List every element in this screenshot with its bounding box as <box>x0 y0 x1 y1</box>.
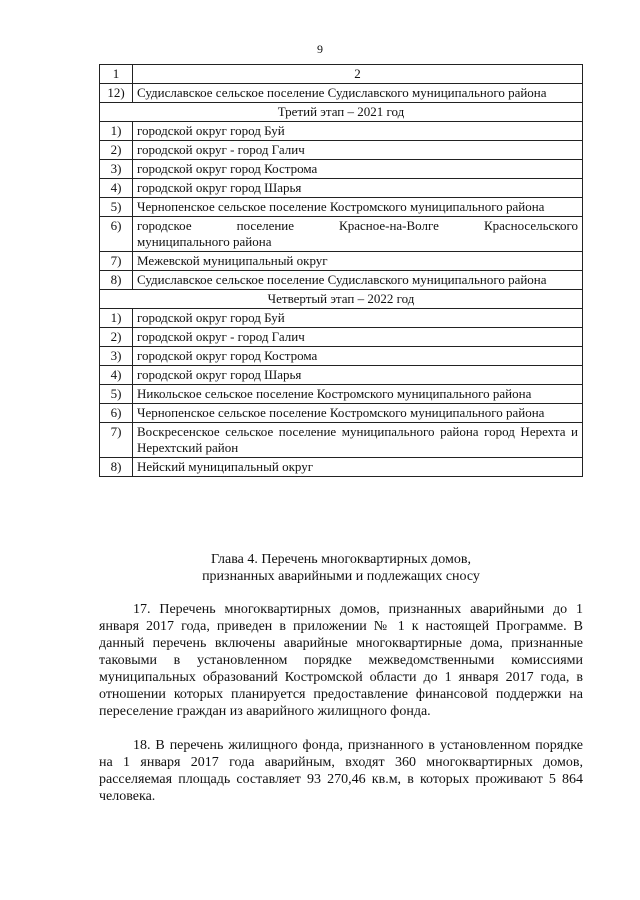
row-text: городской округ город Буй <box>133 309 583 328</box>
row-number: 8) <box>100 271 133 290</box>
row-number: 6) <box>100 217 133 252</box>
row-number: 2) <box>100 328 133 347</box>
paragraph-18: 18. В перечень жилищного фонда, признанного в установленном порядке на 1 января 2017 года аварийным, входят 360 многоквартирных домов, расселяемая площадь составляет 93 270,46 кв.м, в которых проживают 5 864 человека. <box>99 738 583 804</box>
row-text: городской округ - город Галич <box>133 141 583 160</box>
table-row <box>100 404 583 423</box>
row-number: 3) <box>100 347 133 366</box>
table-row <box>100 160 583 179</box>
table-row <box>100 309 583 328</box>
row-text: городской округ - город Галич <box>133 328 583 347</box>
row-number: 3) <box>100 160 133 179</box>
row-text: Судиславское сельское поселение Судиславского муниципального района <box>133 84 583 103</box>
row-text: Чернопенское сельское поселение Костромского муниципального района <box>133 404 583 423</box>
chapter-heading <box>99 551 583 585</box>
row-number: 2) <box>100 141 133 160</box>
paragraph-17: 17. Перечень многоквартирных домов, признанных аварийными до 1 января 2017 года, приведен в приложении № 1 к настоящей Программе. В данный перечень включены аварийные многоквартирные дома, признанные таковыми в установленном порядке межведомственными комиссиями муниципальных образований Костромской области до 1 января 2017 года, в отношении которых планируется предоставление финансовой поддержки на переселение граждан из аварийного жилищного фонда. <box>99 602 583 719</box>
row-text-word: поселение <box>236 218 295 233</box>
row-number: 4) <box>100 366 133 385</box>
row-text: городской округ город Буй <box>133 122 583 141</box>
row-text <box>133 217 583 252</box>
row-number: 5) <box>100 385 133 404</box>
stage-heading: Третий этап – 2021 год <box>100 103 583 122</box>
row-number: 1) <box>100 309 133 328</box>
stage-heading-row <box>100 290 583 309</box>
row-text-line1 <box>137 218 578 234</box>
row-text-word: Красное-на-Волге <box>339 218 439 233</box>
table-row <box>100 179 583 198</box>
table-row <box>100 217 583 252</box>
page-number: 9 <box>317 42 323 56</box>
stage-heading-row <box>100 103 583 122</box>
chapter-heading-line2: признанных аварийными и подлежащих сносу <box>202 569 480 584</box>
row-text-word: городское <box>137 218 192 233</box>
row-number: 12) <box>100 84 133 103</box>
row-text-word: Красносельского <box>483 218 578 233</box>
row-number: 7) <box>100 252 133 271</box>
row-text: Судиславское сельское поселение Судиславского муниципального района <box>133 271 583 290</box>
header-cell-name: 2 <box>133 65 583 84</box>
table-row <box>100 84 583 103</box>
row-number: 8) <box>100 458 133 477</box>
row-number: 1) <box>100 122 133 141</box>
row-number: 7) <box>100 423 133 458</box>
table-row <box>100 141 583 160</box>
table-row <box>100 385 583 404</box>
header-cell-number: 1 <box>100 65 133 84</box>
row-text: городской округ город Кострома <box>133 160 583 179</box>
row-text: Чернопенское сельское поселение Костромского муниципального района <box>133 198 583 217</box>
row-number: 5) <box>100 198 133 217</box>
row-number: 4) <box>100 179 133 198</box>
table-row <box>100 328 583 347</box>
municipalities-table <box>99 64 583 477</box>
row-text: городской округ город Кострома <box>133 347 583 366</box>
row-text: Нейский муниципальный округ <box>133 458 583 477</box>
row-text: Воскресенское сельское поселение муниципального района город Нерехта и Нерехтский район <box>133 423 583 458</box>
table-row <box>100 458 583 477</box>
table-row <box>100 347 583 366</box>
table-row <box>100 198 583 217</box>
table-row <box>100 252 583 271</box>
table-header-row <box>100 65 583 84</box>
table-row <box>100 423 583 458</box>
stage-heading: Четвертый этап – 2022 год <box>100 290 583 309</box>
row-text-line2: муниципального района <box>137 234 272 249</box>
row-number: 6) <box>100 404 133 423</box>
table-row <box>100 366 583 385</box>
row-text: городской округ город Шарья <box>133 179 583 198</box>
table-row <box>100 271 583 290</box>
chapter-heading-line1: Глава 4. Перечень многоквартирных домов, <box>210 552 472 567</box>
table-row <box>100 122 583 141</box>
row-text: Межевской муниципальный округ <box>133 252 583 271</box>
row-text: городской округ город Шарья <box>133 366 583 385</box>
row-text: Никольское сельское поселение Костромского муниципального района <box>133 385 583 404</box>
